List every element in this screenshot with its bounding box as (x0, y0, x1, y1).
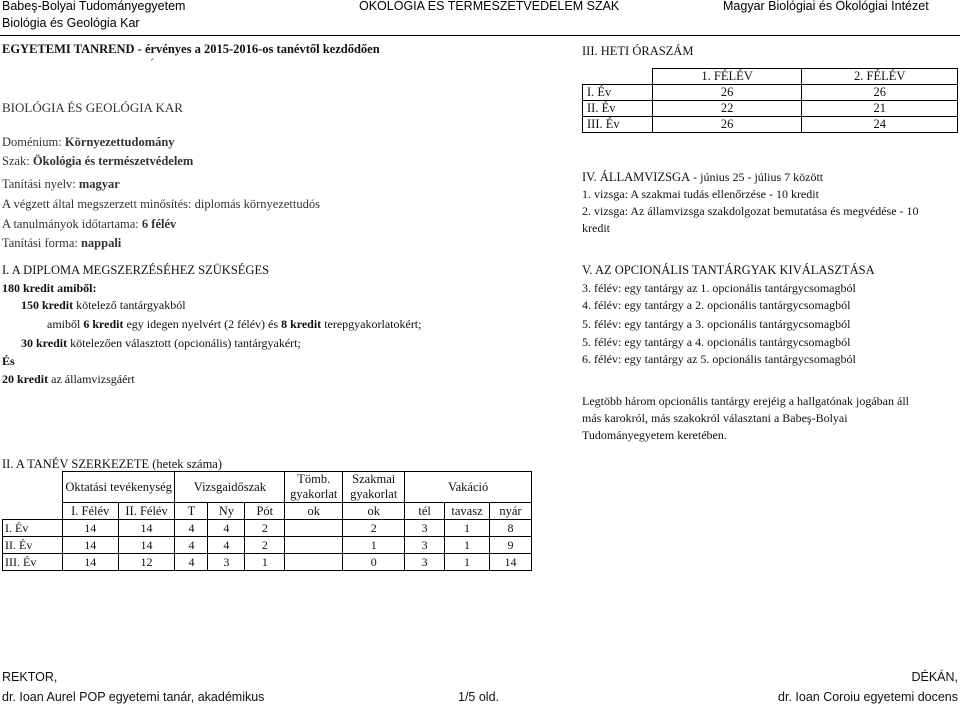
form-label: Tanítási forma: (2, 236, 81, 250)
sub-ok1: ok (285, 503, 343, 520)
section1-line3 (47, 317, 421, 332)
sub-ny: Ny (208, 503, 245, 520)
section1-line6 (2, 372, 135, 387)
optional-credits-text: kötelezően választott (opcionális) tantárgyakért; (67, 336, 301, 350)
cell: 8 (489, 520, 531, 537)
cell: 9 (489, 537, 531, 554)
cell: 4 (175, 554, 208, 571)
cell: 3 (208, 554, 245, 571)
duration-label: A tanulmányok időtartama: (2, 217, 142, 231)
section1-line4 (21, 336, 301, 351)
domain-line (2, 135, 175, 150)
dean-title: DÉKÁN, (911, 670, 958, 684)
cell: 0 (343, 554, 405, 571)
row-year: III. Év (583, 117, 653, 133)
section3-heading: III. HETI ÓRASZÁM (582, 44, 694, 58)
row-year: I. Év (583, 85, 653, 101)
optional-note-line1: Legtöbb három opcionális tantárgy erejéig a hallgatónak jogában áll (582, 394, 909, 408)
duration-value: 6 félév (141, 217, 177, 231)
year-structure-table (2, 471, 532, 571)
section2-heading: II. A TANÉV SZERKEZETE (hetek száma) (2, 457, 223, 471)
language-label: Tanítási nyelv: (2, 177, 79, 191)
cell: 1 (245, 554, 285, 571)
exam1-line: 1. vizsga: A szakmai tudás ellenőrzése - 10 kredit (582, 187, 819, 201)
department-name: ÖKOLÓGIA ÉS TERMÉSZETVÉDELEM SZAK (359, 0, 620, 13)
accent-mark: ´ (150, 56, 154, 70)
major-line (2, 154, 193, 169)
table-row (3, 554, 532, 571)
sub-sem1: I. Félév (62, 503, 118, 520)
field-credits: 8 kredit (281, 317, 322, 331)
domain-label: Doménium: (2, 135, 65, 149)
col-holiday: Vakáció (405, 472, 532, 503)
cell (285, 554, 343, 571)
mandatory-credits-text: kötelező tantárgyakból (73, 298, 186, 312)
corner-cell (3, 472, 63, 520)
total-credits-suffix: amiből: (54, 281, 97, 295)
sub-pot: Pót (245, 503, 285, 520)
col-activity: Oktatási tevékenység (62, 472, 175, 503)
cell: 24 (802, 117, 958, 133)
major-value: Ökológia és természetvédelem (32, 154, 194, 168)
cell: 2 (343, 520, 405, 537)
list-item: 4. félév: egy tantárgy a 2. opcionális tantárgycsomagból (582, 298, 851, 312)
qualification-line: A végzett által megszerzett minősítés: diplomás környezettudós (2, 197, 320, 211)
cell: 4 (208, 520, 245, 537)
section1-line1 (2, 281, 96, 296)
sub-t: T (175, 503, 208, 520)
cell: 1 (343, 537, 405, 554)
cell: 14 (62, 520, 118, 537)
table-row (583, 85, 958, 101)
optional-note-line3: Tudományegyetem keretében. (582, 428, 727, 442)
cell: 4 (175, 537, 208, 554)
section1-line2 (21, 298, 186, 313)
cell: 14 (118, 520, 175, 537)
exam2-line: 2. vizsga: Az államvizsga szakdolgozat bemutatása és megvédése - 10 (582, 204, 919, 218)
faculty-name: Biológia és Geológia Kar (2, 16, 140, 30)
cell: 14 (489, 554, 531, 571)
cell: 26 (802, 85, 958, 101)
line3-a: amiből (47, 317, 84, 331)
form-value: nappali (80, 236, 122, 250)
exam-credits-text: az államvizsgáért (48, 372, 135, 386)
section1-heading: I. A DIPLOMA MEGSZERZÉSÉHEZ SZÜKSÉGES (2, 263, 270, 277)
sub-spring: tavasz (445, 503, 490, 520)
major-label: Szak: (2, 154, 33, 168)
cell: 21 (802, 101, 958, 117)
sub-summer: nyár (489, 503, 531, 520)
row-year: III. Év (3, 554, 63, 571)
language-value: magyar (78, 177, 120, 191)
faculty-heading: BIOLÓGIA ÉS GEOLÓGIA KAR (2, 100, 183, 115)
col-sem1: 1. FÉLÉV (652, 69, 802, 85)
table-row (3, 520, 532, 537)
cell: 3 (405, 520, 445, 537)
cell: 14 (62, 554, 118, 571)
col-sem2: 2. FÉLÉV (802, 69, 958, 85)
cell: 14 (62, 537, 118, 554)
optional-note-line2: más karokról, más szakokról választani a Babeş-Bolyai (582, 411, 848, 425)
exam-period: - június 25 - július 7 között (690, 170, 824, 184)
cell: 1 (445, 520, 490, 537)
table-row (3, 537, 532, 554)
language-line (2, 177, 120, 192)
rector-name: dr. Ioan Aurel POP egyetemi tanár, akadémikus (2, 690, 265, 704)
row-year: I. Év (3, 520, 63, 537)
institute-name: Magyar Biológiai és Ökológiai Intézet (723, 0, 929, 13)
row-year: II. Év (583, 101, 653, 117)
cell: 12 (118, 554, 175, 571)
list-item: 6. félév: egy tantárgy az 5. opcionális tantárgycsomagból (582, 352, 856, 366)
form-line (2, 236, 121, 251)
page-number: 1/5 old. (458, 690, 500, 704)
cell: 4 (175, 520, 208, 537)
section4-heading (582, 170, 823, 185)
col-professional-practice: Szakmai gyakorlat (343, 472, 405, 503)
rector-title: REKTOR, (2, 670, 58, 684)
cell: 1 (445, 554, 490, 571)
exam-heading: IV. ÁLLAMVIZSGA (582, 170, 691, 184)
domain-value: Környezettudomány (64, 135, 175, 149)
cell: 2 (245, 520, 285, 537)
language-credits: 6 kredit (83, 317, 124, 331)
cell: 4 (208, 537, 245, 554)
weekly-hours-table (582, 68, 958, 133)
duration-line (2, 217, 176, 232)
row-year: II. Év (3, 537, 63, 554)
table-row (583, 101, 958, 117)
cell: 22 (652, 101, 802, 117)
sub-ok2: ok (343, 503, 405, 520)
section5-heading: V. AZ OPCIONÁLIS TANTÁRGYAK KIVÁLASZTÁSA (582, 263, 875, 277)
header-rule (0, 35, 960, 36)
exam-credits: 20 kredit (2, 372, 49, 386)
col-block-practice: Tömb. gyakorlat (285, 472, 343, 503)
section1-and: És (2, 354, 15, 368)
sub-winter: tél (405, 503, 445, 520)
cell (285, 520, 343, 537)
list-item: 3. félév: egy tantárgy az 1. opcionális tantárgycsomagból (582, 281, 856, 295)
cell: 26 (652, 85, 802, 101)
table-row (583, 117, 958, 133)
document-title: EGYETEMI TANREND - érvényes a 2015-2016-os tanévtől kezdődően (2, 42, 380, 56)
cell: 26 (652, 117, 802, 133)
mandatory-credits: 150 kredit (21, 298, 74, 312)
cell: 3 (405, 554, 445, 571)
university-name: Babeş-Bolyai Tudományegyetem (2, 0, 186, 13)
list-item: 5. félév: egy tantárgy a 4. opcionális tantárgycsomagból (582, 335, 851, 349)
sub-sem2: II. Félév (118, 503, 175, 520)
total-credits: 180 kredit (2, 281, 55, 295)
corner-cell (583, 69, 653, 85)
cell: 3 (405, 537, 445, 554)
cell: 14 (118, 537, 175, 554)
line3-c: egy idegen nyelvért (2 félév) és (123, 317, 282, 331)
cell: 1 (445, 537, 490, 554)
list-item: 5. félév: egy tantárgy a 3. opcionális tantárgycsomagból (582, 317, 851, 331)
cell (285, 537, 343, 554)
cell: 2 (245, 537, 285, 554)
exam2-line-cont: kredit (582, 221, 610, 235)
optional-credits: 30 kredit (21, 336, 68, 350)
col-exams: Vizsgaidőszak (175, 472, 285, 503)
line3-e: terepgyakorlatokért; (321, 317, 422, 331)
dean-name: dr. Ioan Coroiu egyetemi docens (778, 690, 958, 704)
